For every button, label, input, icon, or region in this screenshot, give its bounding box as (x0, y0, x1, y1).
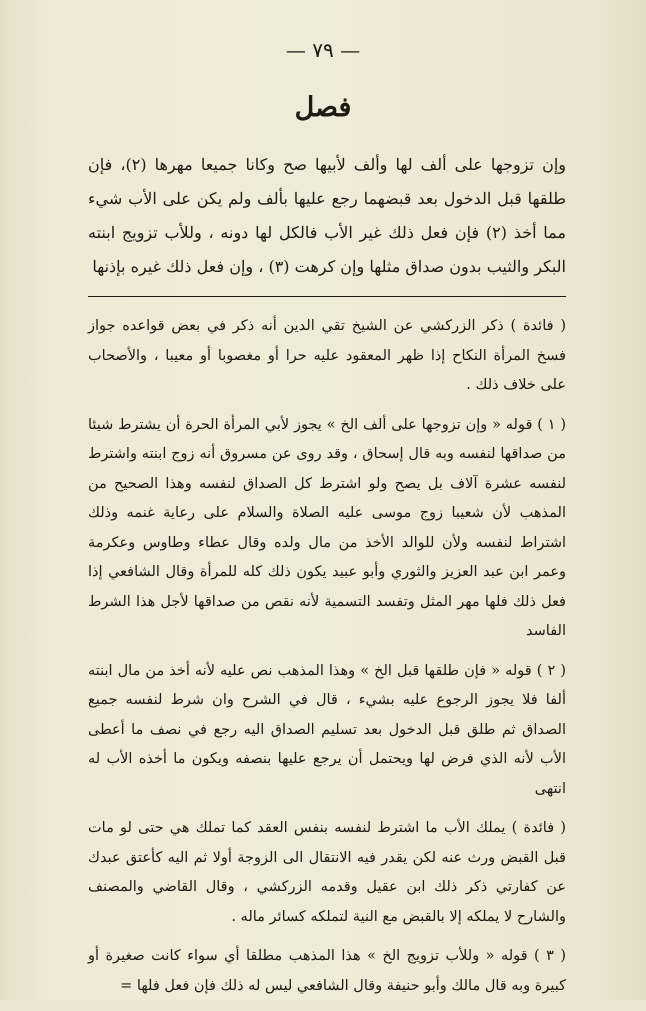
chapter-title: فصل (294, 92, 352, 123)
main-text-block (88, 148, 566, 284)
footnote-2: ( ٢ ) قوله « فإن طلقها قبل الخ » وهذا المذهب نص عليه لأنه أخذ من مال ابنته ألفا فلا يجوز الرجوع عليه بشيء ، قال في الشرح وان شرط لنفسه جميع الصداق ثم طلق قبل الدخول بعد تسليم الصداق اليه رجع في نصف ما أعطى الأب لأنه الذي فرض لها ويحتمل أن يرجع عليها بنصفه ويكون ما أخذه الأب له انتهى (88, 662, 566, 797)
note-benefit-2: ( فائدة ) يملك الأب ما اشترط لنفسه بنفس العقد كما تملك هي حتى لو مات قبل القبض ورث عنه لكن يقدر فيه الانتقال الى الزوجة أولا ثم اليه كأعتق عبدك عن كفارتي ذكر ذلك ابن عقيل وقدمه الزركشي ، وقال القاضي والمصنف والشارح لا يملكه إلا بالقبض مع النية لتملكه كسائر ماله . (88, 820, 566, 925)
page-number: — ٧٩ — (285, 38, 361, 62)
footnote-1: ( ١ ) قوله « وإن تزوجها على ألف الخ » يجوز لأبي المرأة الحرة أن يشترط شيئا من صداقها لنفسه وبه قال إسحاق ، وقد روى عن مسروق أنه زوج ابنته واشترط لنفسه عشرة آلاف بل يصح ولو اشترط كل الصداق لنفسه وهذا الصحيح من المذهب لأن شعيبا زوج موسى عليه الصلاة والسلام على رعاية غنمه وذلك اشتراط لنفسه ولأن للوالد الأخذ من مال ولده وقال عطاء وطاوس وعكرمة وعمر ابن عبد العزيز والثوري وأبو عبيد يكون ذلك كله للمرأة وقال الشافعي إذا فعل ذلك فلها مهر المثل وتفسد التسمية لأنه نقص من صداقها لأجل هذا الشرط الفاسد (88, 416, 566, 639)
footnotes-block (88, 312, 566, 1011)
footnote-divider (88, 296, 566, 297)
note-benefit-1: ( فائدة ) ذكر الزركشي عن الشيخ تقي الدين أنه ذكر في بعض قواعده جواز فسخ المرأة النكاح إذا ظهر المعقود عليه حرا أو مغصوبا أو معيبا ، والأصحاب على خلاف ذلك . (88, 318, 566, 393)
main-paragraph: وإن تزوجها على ألف لها وألف لأبيها صح وكانا جميعا مهرها (٢)، فإن طلقها قبل الدخول بعد قبضهما رجع عليها بألف ولم يكن على الأب شيء مما أخذ (٢) فإن فعل ذلك غير الأب فالكل لها دونه ، وللأب تزويج ابنته البكر والثيب بدون صداق مثلها وإن كرهت (٣) ، وإن فعل ذلك غيره بإذنها (88, 155, 566, 276)
footnote-3: ( ٣ ) قوله « وللأب تزويج الخ » هذا المذهب مطلقا أي سواء كانت صغيرة أو كبيرة وبه قال مالك وأبو حنيفة وقال الشافعي ليس له ذلك فإن فعل فلها = (88, 948, 566, 994)
